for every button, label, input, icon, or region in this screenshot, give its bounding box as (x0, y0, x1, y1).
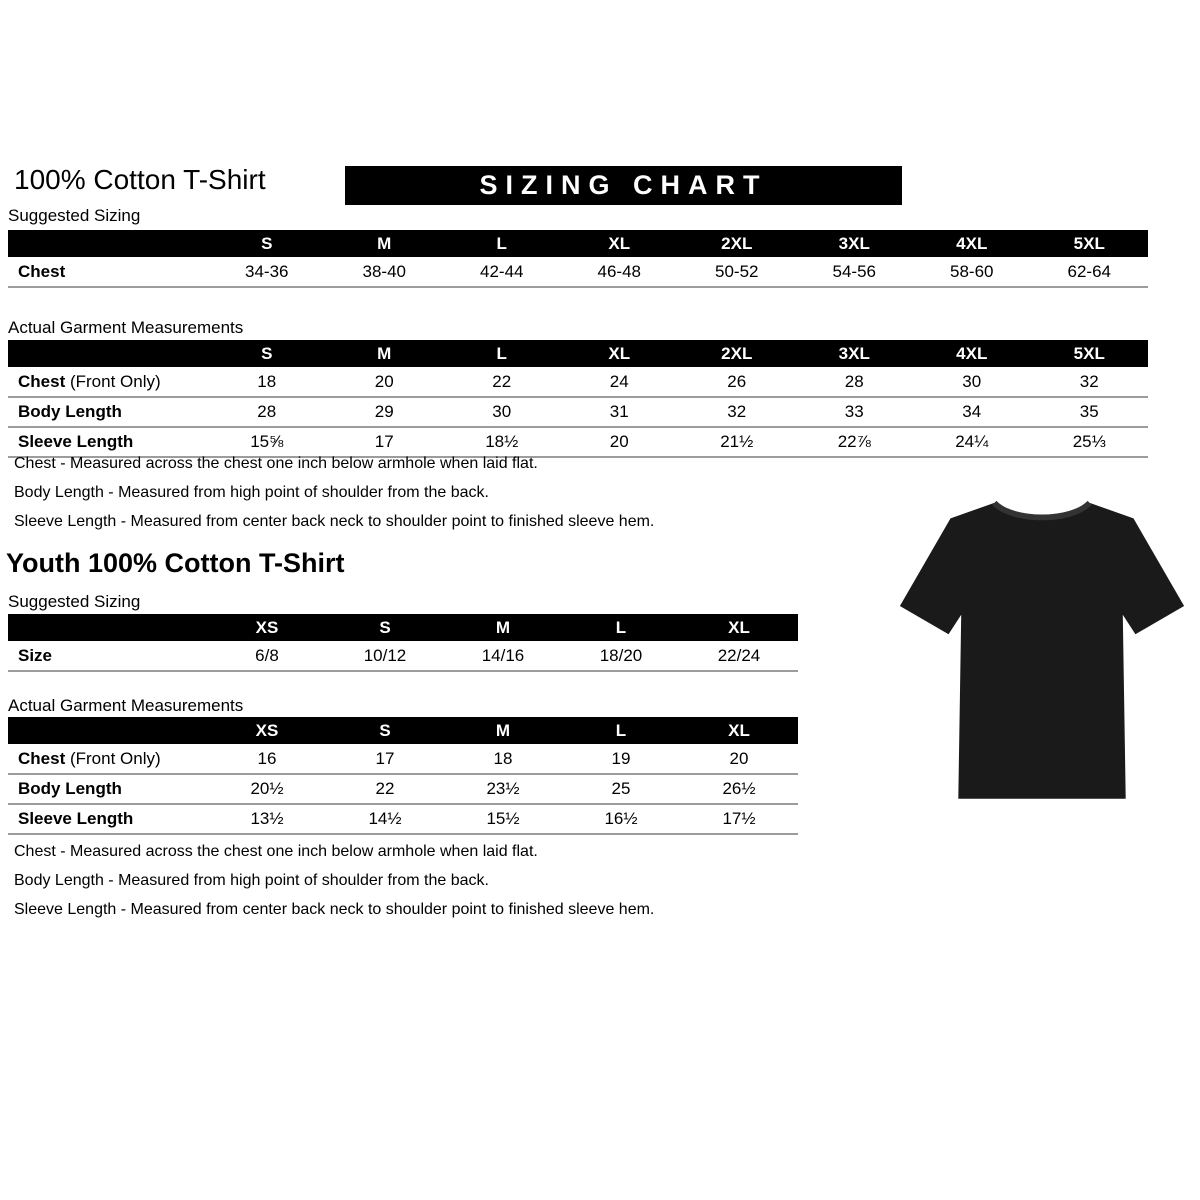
cell-value: 30 (492, 402, 512, 421)
size-column-header: 3XL (796, 340, 914, 367)
cell-value: 17½ (722, 809, 756, 828)
cell-value: 24 (609, 371, 629, 391)
corner-cell (8, 230, 208, 257)
youth-suggested-sizing-table-wrap (8, 614, 798, 672)
corner-cell (8, 717, 208, 744)
cell-value: 32 (727, 402, 747, 421)
size-column-header: S (208, 340, 326, 367)
cell-value: 17 (375, 748, 395, 768)
adult-suggested-sizing-label: Suggested Sizing (8, 206, 141, 225)
size-column-header: XL (680, 614, 798, 641)
cell-value: 25⅓ (1072, 432, 1106, 451)
cell-value: 30 (962, 371, 982, 391)
size-column-header: S (326, 717, 444, 744)
row-label: Chest (Front Only) (18, 371, 161, 391)
adult-suggested-sizing-table (8, 230, 1148, 288)
cell-value: 34 (962, 402, 982, 421)
cell-value: 22⅞ (837, 432, 871, 451)
cell-value: 23½ (486, 779, 520, 798)
header-row (8, 614, 798, 641)
cell-value: 14½ (368, 809, 402, 828)
cell-value: 20½ (250, 779, 284, 798)
note-sleeve-length: Sleeve Length - Measured from center back neck to shoulder point to finished sleeve hem. (14, 901, 655, 918)
corner-cell (8, 340, 208, 367)
cell-value: 42-44 (480, 261, 524, 281)
size-column-header: L (562, 614, 680, 641)
cell-value: 22/24 (717, 645, 761, 665)
page-title: 100% Cotton T-Shirt (14, 164, 266, 195)
adult-garment-measurements-table (8, 340, 1148, 458)
cell-value: 18/20 (599, 645, 643, 665)
youth-measurement-notes (14, 843, 654, 930)
size-column-header: M (326, 340, 444, 367)
size-column-header: M (444, 717, 562, 744)
cell-value: 38-40 (362, 261, 406, 281)
cell-value: 17 (374, 432, 394, 451)
row-label: Chest (18, 261, 66, 281)
cell-value: 14/16 (481, 645, 525, 665)
cell-value: 58-60 (950, 261, 994, 281)
cell-value: 54-56 (832, 261, 876, 281)
size-column-header: S (208, 230, 326, 257)
row-label: Sleeve Length (18, 432, 134, 451)
cell-value: 28 (844, 371, 864, 391)
corner-cell (8, 614, 208, 641)
row-label: Size (18, 645, 53, 665)
table-row (8, 427, 1148, 457)
adult-measurement-notes (14, 455, 654, 542)
cell-value: 16 (257, 748, 277, 768)
row-label: Sleeve Length (18, 809, 134, 828)
table-row (8, 367, 1148, 397)
table-row (8, 744, 798, 774)
cell-value: 15⅝ (250, 432, 284, 451)
adult-garment-measurements-label: Actual Garment Measurements (8, 318, 244, 337)
table-row (8, 774, 798, 804)
size-column-header: XL (561, 230, 679, 257)
cell-value: 13½ (250, 809, 284, 828)
adult-suggested-sizing-table-wrap (8, 230, 1148, 288)
cell-value: 19 (611, 748, 631, 768)
cell-value: 32 (1079, 371, 1099, 391)
youth-garment-measurements-table-wrap (8, 717, 798, 835)
cell-value: 6/8 (255, 645, 279, 665)
note-chest: Chest - Measured across the chest one inch below armhole when laid flat. (14, 455, 538, 472)
size-column-header: S (326, 614, 444, 641)
cell-value: 22 (492, 371, 512, 391)
size-column-header: XS (208, 717, 326, 744)
adult-garment-measurements-table-wrap (8, 340, 1148, 458)
header-row (8, 340, 1148, 367)
cell-value: 46-48 (597, 261, 641, 281)
size-column-header: L (443, 230, 561, 257)
cell-value: 34-36 (245, 261, 289, 281)
cell-value: 28 (257, 402, 277, 421)
table-row (8, 804, 798, 834)
cell-value: 31 (609, 402, 629, 421)
youth-section-title: Youth 100% Cotton T-Shirt (6, 548, 345, 578)
header-row (8, 230, 1148, 257)
cell-value: 24¼ (955, 432, 989, 451)
size-column-header: 3XL (796, 230, 914, 257)
table-row (8, 641, 798, 671)
size-column-header: 5XL (1031, 340, 1149, 367)
sizing-chart-banner: SIZING CHART (345, 166, 902, 205)
note-chest: Chest - Measured across the chest one inch below armhole when laid flat. (14, 843, 538, 860)
size-column-header: 2XL (678, 340, 796, 367)
cell-value: 20 (609, 432, 629, 451)
cell-value: 20 (374, 371, 394, 391)
youth-suggested-sizing-label: Suggested Sizing (8, 592, 141, 611)
cell-value: 18½ (485, 432, 519, 451)
size-column-header: 4XL (913, 230, 1031, 257)
size-column-header: XS (208, 614, 326, 641)
cell-value: 20 (729, 748, 749, 768)
size-column-header: L (443, 340, 561, 367)
row-label: Body Length (18, 779, 122, 798)
note-body-length: Body Length - Measured from high point of shoulder from the back. (14, 872, 489, 889)
note-sleeve-length: Sleeve Length - Measured from center back neck to shoulder point to finished sleeve hem. (14, 513, 655, 530)
cell-value: 18 (493, 748, 513, 768)
cell-value: 50-52 (715, 261, 759, 281)
table-row (8, 257, 1148, 287)
cell-value: 29 (374, 402, 394, 421)
youth-suggested-sizing-table (8, 614, 798, 672)
cell-value: 26½ (722, 779, 756, 798)
note-body-length: Body Length - Measured from high point of shoulder from the back. (14, 484, 489, 501)
size-column-header: 5XL (1031, 230, 1149, 257)
cell-value: 33 (844, 402, 864, 421)
youth-garment-measurements-label: Actual Garment Measurements (8, 696, 244, 715)
cell-value: 22 (375, 779, 395, 798)
size-column-header: 4XL (913, 340, 1031, 367)
cell-value: 26 (727, 371, 747, 391)
size-column-header: 2XL (678, 230, 796, 257)
cell-value: 16½ (604, 809, 638, 828)
tshirt-body (900, 503, 1184, 799)
cell-value: 62-64 (1067, 261, 1111, 281)
cell-value: 21½ (720, 432, 754, 451)
size-column-header: M (326, 230, 444, 257)
cell-value: 35 (1079, 402, 1099, 421)
header-row (8, 717, 798, 744)
size-column-header: XL (561, 340, 679, 367)
row-label: Body Length (18, 402, 122, 421)
cell-value: 15½ (486, 809, 520, 828)
cell-value: 10/12 (363, 645, 407, 665)
row-label: Chest (Front Only) (18, 748, 161, 768)
cell-value: 18 (257, 371, 277, 391)
table-row (8, 397, 1148, 427)
size-column-header: M (444, 614, 562, 641)
youth-garment-measurements-table (8, 717, 798, 835)
cell-value: 25 (611, 779, 631, 798)
size-column-header: XL (680, 717, 798, 744)
size-column-header: L (562, 717, 680, 744)
black-tshirt-image (896, 472, 1188, 814)
